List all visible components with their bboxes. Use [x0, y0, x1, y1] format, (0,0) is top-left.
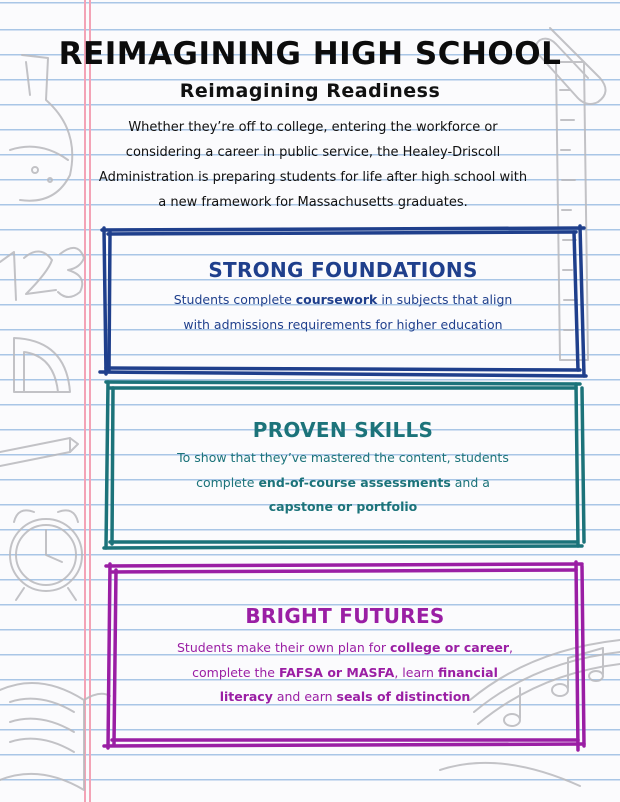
text-line: [100, 446, 586, 471]
text-line: [104, 661, 586, 686]
proven-skills-text: [100, 446, 586, 520]
proven-skills-box: [100, 378, 586, 552]
proven-skills-heading: PROVEN SKILLS: [252, 418, 434, 442]
text-run: and earn: [272, 689, 337, 704]
text-run: ,: [509, 640, 514, 655]
notebook-margin-line-right: [89, 0, 91, 802]
notebook-margin-line-left: [84, 0, 86, 802]
bold-text-run: financial: [437, 664, 498, 680]
open-book-doodle-icon: [0, 683, 110, 790]
text-run: Students make their own plan for: [176, 640, 390, 655]
text-line: [104, 636, 586, 661]
text-run: complete the: [192, 664, 279, 680]
text-run: complete: [196, 474, 259, 490]
bright-futures-box: [104, 560, 586, 752]
text-run: Students complete: [173, 292, 296, 307]
strong-foundations-heading: STRONG FOUNDATIONS: [208, 258, 478, 282]
text-line: [100, 471, 586, 496]
pencil-doodle-icon: [0, 438, 78, 466]
text-line: [100, 495, 586, 520]
text-run: with admissions requirements for higher education: [183, 316, 503, 332]
bold-text-run: college or career: [389, 640, 510, 655]
strong-foundations-text: [98, 288, 588, 337]
bright-futures-heading: BRIGHT FUTURES: [245, 604, 445, 628]
strong-foundations-box: [98, 224, 588, 379]
text-line: [98, 288, 588, 313]
page-title: REIMAGINING HIGH SCHOOL: [58, 36, 562, 72]
bold-text-run: coursework: [295, 292, 378, 307]
flask-doodle-icon: [10, 55, 72, 201]
bright-futures-text: [104, 636, 586, 710]
numbers-doodle-icon: [0, 248, 84, 300]
text-run: and a: [450, 474, 490, 490]
bold-text-run: literacy: [219, 689, 273, 704]
intro-paragraph: Whether they’re off to college, entering the workforce or considering a career in public service, the Healey-Driscoll Administration is preparing students for life after high school with a new framework for Massachusetts graduates.: [98, 120, 528, 210]
text-line: [98, 313, 588, 338]
text-line: [104, 685, 586, 710]
alarm-clock-doodle-icon: [10, 510, 82, 600]
text-run: , learn: [394, 664, 438, 680]
bold-text-run: capstone or portfolio: [268, 499, 418, 514]
bold-text-run: seals of distinction: [336, 689, 471, 704]
bold-text-run: FAFSA or MASFA: [278, 664, 395, 680]
page-subtitle: Reimagining Readiness: [179, 80, 441, 102]
bold-text-run: end-of-course assessments: [258, 474, 451, 490]
text-run: To show that they’ve mastered the content, students: [177, 450, 509, 465]
text-run: in subjects that align: [377, 292, 513, 307]
protractor-doodle-icon: [14, 338, 70, 392]
